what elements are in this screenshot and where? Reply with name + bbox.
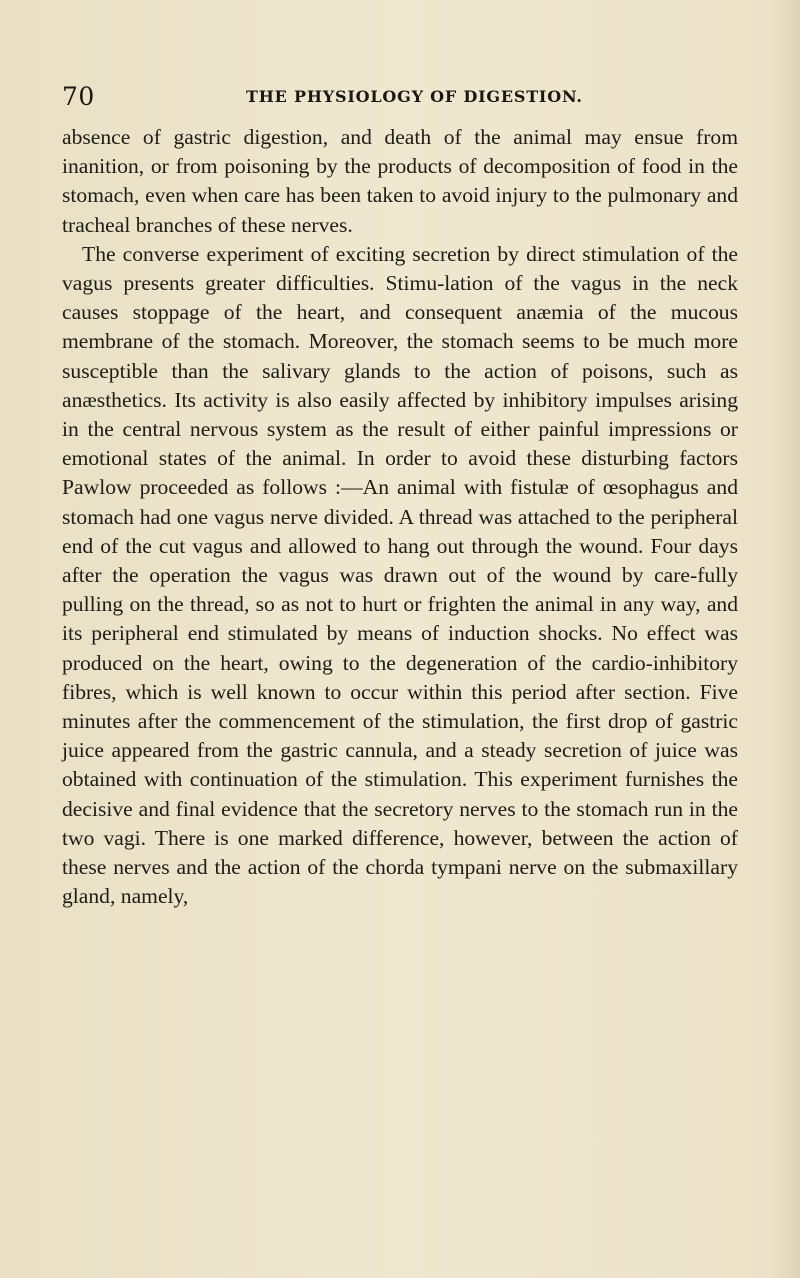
paragraph-1: absence of gastric digestion, and death of the animal may ensue from inanition, or from poisoning by the products of decomposition of food in the stomach, even when care has been taken to avoid injury to the pulmonary and tracheal branches of these nerves. <box>62 125 738 237</box>
page-edge-shadow <box>770 0 800 1278</box>
paragraph-2: The converse experiment of exciting secretion by direct stimulation of the vagus presents greater difficulties. Stimu-lation of the vagus in the neck causes stoppage of the heart, and consequent anæmia of the mucous membrane of the stomach. Moreover, the stomach seems to be much more susceptible than the salivary glands to the action of poisons, such as anæsthetics. Its activity is also easily affected by inhibitory impulses arising in the central nervous system as the result of either painful impressions or emotional states of the animal. In order to avoid these disturbing factors Pawlow proceeded as follows :—An animal with fistulæ of œsophagus and stomach had one vagus nerve divided. A thread was attached to the peripheral end of the cut vagus and allowed to hang out through the wound. Four days after the operation the vagus was drawn out of the wound by care-fully pulling on the thread, so as not to hurt or frighten the animal in any way, and its peripheral end stimulated by means of induction shocks. No effect was produced on the heart, owing to the degeneration of the cardio-inhibitory fibres, which is well known to occur within this period after section. Five minutes after the commencement of the stimulation, the first drop of gastric juice appeared from the gastric cannula, and a steady secretion of juice was obtained with continuation of the stimulation. This experiment furnishes the decisive and final evidence that the secretory nerves to the stomach run in the two vagi. There is one marked difference, however, between the action of these nerves and the action of the chorda tympani nerve on the submaxillary gland, namely, <box>62 241 738 909</box>
page-number: 70 <box>62 82 95 111</box>
page-header <box>62 82 738 112</box>
body-text <box>62 123 738 911</box>
running-head: THE PHYSIOLOGY OF DIGESTION. <box>246 87 583 106</box>
